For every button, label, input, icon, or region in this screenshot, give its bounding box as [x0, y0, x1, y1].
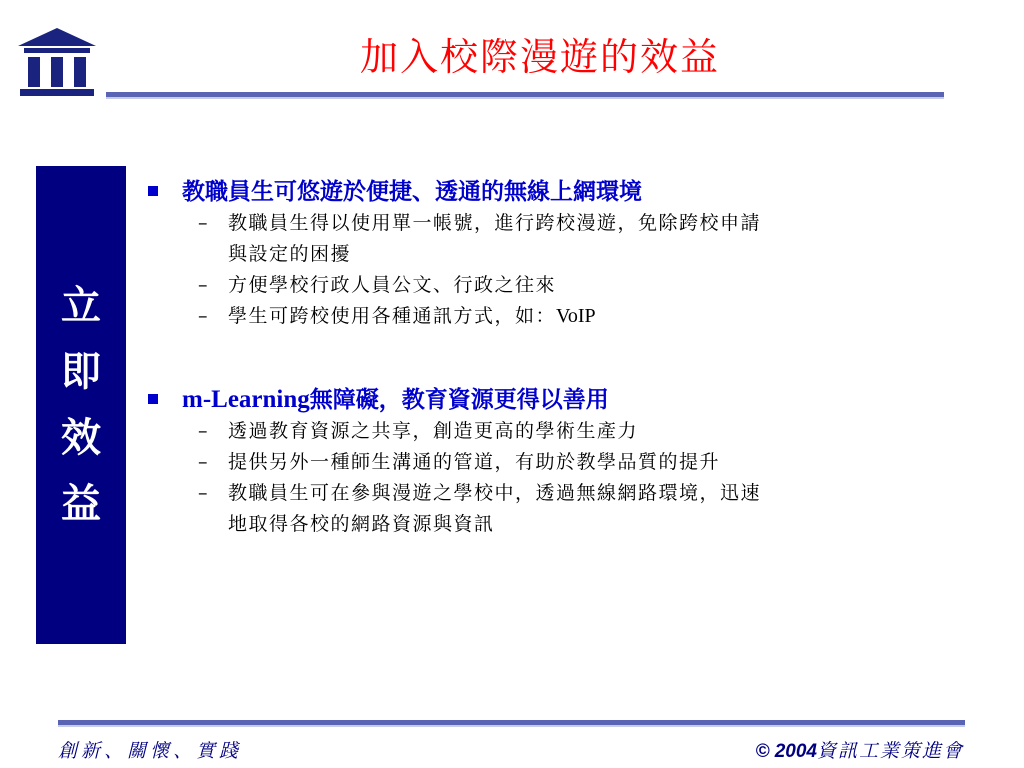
square-bullet-icon	[148, 394, 158, 404]
list-item-text: 教職員生得以使用單一帳號，進行跨校漫遊，免除跨校申請	[228, 212, 762, 234]
dash-bullet-icon: –	[198, 451, 209, 473]
side-panel-char: 益	[61, 480, 101, 527]
side-panel-char: 立	[61, 282, 101, 329]
list-item-text: 透過教育資源之共享，創造更高的學術生產力	[228, 420, 639, 442]
list-item-text: 學生可跨校使用各種通訊方式，如：	[228, 305, 557, 327]
footer-slogan: 創新、關懷、實踐	[58, 740, 243, 762]
list-item	[146, 416, 968, 447]
list-item-text: 方便學校行政人員公文、行政之往來	[228, 274, 557, 296]
page-title: 加入校際漫遊的效益	[359, 35, 720, 79]
list-item-text: 教職員生可在參與漫遊之學校中，透過無線網路環境，迅速	[228, 482, 762, 504]
list-item-text-en: VoIP	[556, 305, 596, 327]
side-panel-char: 即	[61, 348, 101, 395]
list-item	[146, 270, 968, 301]
dash-bullet-icon: –	[198, 482, 209, 504]
dash-bullet-icon: –	[198, 212, 209, 234]
list-item	[146, 447, 968, 478]
institute-columns-logo-icon	[14, 26, 100, 98]
list-item	[146, 478, 968, 540]
list-item	[146, 301, 968, 332]
content-area	[146, 176, 986, 540]
dash-bullet-icon: –	[198, 420, 209, 442]
copyright-year: © 2004	[755, 741, 817, 762]
square-bullet-icon	[148, 186, 158, 196]
footer-divider	[58, 720, 965, 727]
organization-name: 資訊工業策進會	[816, 740, 964, 762]
section-heading-text-en: m-Learning	[182, 386, 310, 413]
list-item	[146, 208, 968, 270]
list-item-text-continued: 與設定的困擾	[228, 243, 352, 265]
section-heading	[146, 176, 986, 208]
side-panel	[36, 166, 126, 644]
section-heading	[146, 384, 986, 416]
section-heading-text: 教職員生可悠遊於便捷、透通的無線上網環境	[182, 178, 642, 205]
list-item-text: 提供另外一種師生溝通的管道，有助於教學品質的提升	[228, 451, 721, 473]
side-panel-char: 效	[61, 414, 101, 461]
title-divider	[106, 92, 944, 99]
list-item-text-continued: 地取得各校的網路資源與資訊	[228, 513, 495, 535]
dash-bullet-icon: –	[198, 274, 209, 296]
dash-bullet-icon: –	[198, 305, 209, 327]
footer-copyright	[755, 736, 964, 763]
section-heading-text: 無障礙，教育資源更得以善用	[309, 386, 609, 413]
